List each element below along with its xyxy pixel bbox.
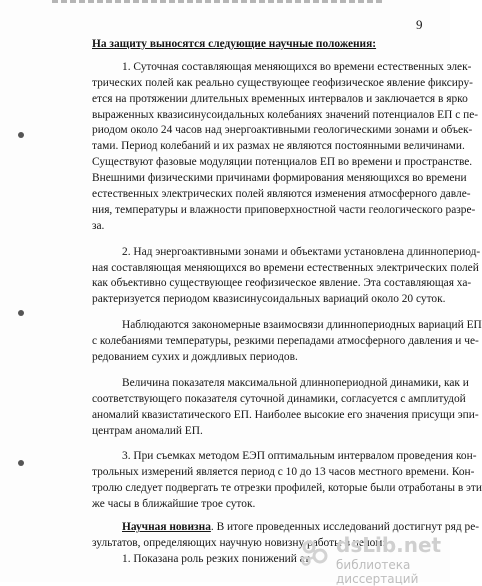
paragraph-line: Внешними физическими причинами формирования меняющихся во времени (92, 172, 467, 185)
paragraph-line: трических полей как реально существующее геофизическое явление фиксиру- (92, 76, 473, 89)
paragraph-line: выраженных квазисинусоидальных колебаниях значений потенциалов ЕП с пе- (92, 108, 479, 121)
novelty-heading: Научная новизна (122, 521, 211, 534)
paragraph-line: Наблюдаются закономерные взаимосвязи длиннопериодных вариаций ЕП (122, 319, 482, 332)
paragraph-line: ная составляющая меняющихся во времени естественных электрических полей (92, 261, 479, 274)
paragraph-line: естественных электрических полей являются изменения атмосферного давле- (92, 188, 471, 201)
paragraph-5 (92, 449, 482, 513)
dslib-watermark (296, 533, 448, 586)
section-heading: На защиту выносятся следующие научные положения: (92, 38, 377, 50)
paragraph-1 (92, 60, 479, 235)
paragraph-line: трольных измерений является период с 10 до 13 часов местного времени. Кон- (92, 466, 475, 479)
paragraph-line: зультатов, определяющих научную новизну работы в целом: (92, 536, 386, 549)
paragraph-line: с колебаниями температуры, резкими перепадами атмосферного давления и че- (92, 335, 479, 348)
paragraph-line: тами. Период колебаний и их размах не являются постоянными величинами. (92, 140, 465, 153)
paragraph-line: 1. Показана роль резких понижений ат (122, 552, 310, 565)
paragraph-line: центрам аномалий ЕП. (92, 424, 203, 437)
paragraph-line: тролю следует подвергать те отрезки профилей, которые были отработаны в эти (92, 482, 482, 495)
paragraph-line: риодом около 24 часов над энергоактивными геологическими зонами и объек- (92, 124, 473, 137)
paragraph-line: рактеризуется периодом квазисинусоидальных вариаций около 20 суток. (92, 293, 446, 306)
punch-hole-mark-2 (18, 310, 24, 316)
paragraph-line: соответствующего показателя суточной динамики, согласуется с амплитудой (92, 392, 466, 405)
paragraph-line: ется на протяжении длительных временных интервалов и заключается в ярко (92, 92, 468, 105)
body-text (92, 37, 482, 568)
paragraph-line: Величина показателя максимальной длиннопериодной динамики, как и (122, 376, 469, 389)
paragraph-line: ния, температуры и влажности приповерхностной части геологического разре- (92, 203, 476, 216)
paragraph-line: как объективно существующее геофизическое явление. Эта составляющая ха- (92, 277, 472, 290)
paragraph-line: за. (92, 219, 105, 232)
paragraph-3 (92, 318, 482, 366)
paragraph-line: 1. Суточная составляющая меняющихся во времени естественных элек- (122, 60, 472, 73)
novelty-line-rest: . В итоге проведенных исследований достигнут ряд ре- (210, 521, 480, 534)
paragraph-line: аномалий квазистатического ЕП. Наиболее высокие его значения присущи эпи- (92, 408, 479, 421)
page-number: 9 (416, 17, 423, 32)
paragraph-2 (92, 245, 481, 309)
paragraph-line: 3. При съемках методом ЕЭП оптимальным интервалом проведения кон- (122, 450, 477, 463)
paragraph-line: редованием сухих и дождливых периодов. (92, 351, 298, 364)
scan-top-edge (52, 0, 382, 3)
paragraph-line: 2. Над энергоактивными зонами и объектами установлена длиннопериод- (122, 245, 481, 258)
watermark-subtitle: библиотека диссертаций (336, 558, 419, 586)
paragraph-4 (92, 376, 479, 440)
punch-hole-mark-1 (18, 132, 24, 138)
paragraph-line: Существуют фазовые модуляции потенциалов ЕП во времени и пространстве. (92, 156, 473, 169)
dslib-logo-icon (296, 534, 332, 570)
punch-hole-mark-3 (18, 460, 24, 466)
watermark-site: dsLib.net (336, 533, 442, 557)
paragraph-line: же часы в ближайшие трое суток. (92, 498, 256, 511)
